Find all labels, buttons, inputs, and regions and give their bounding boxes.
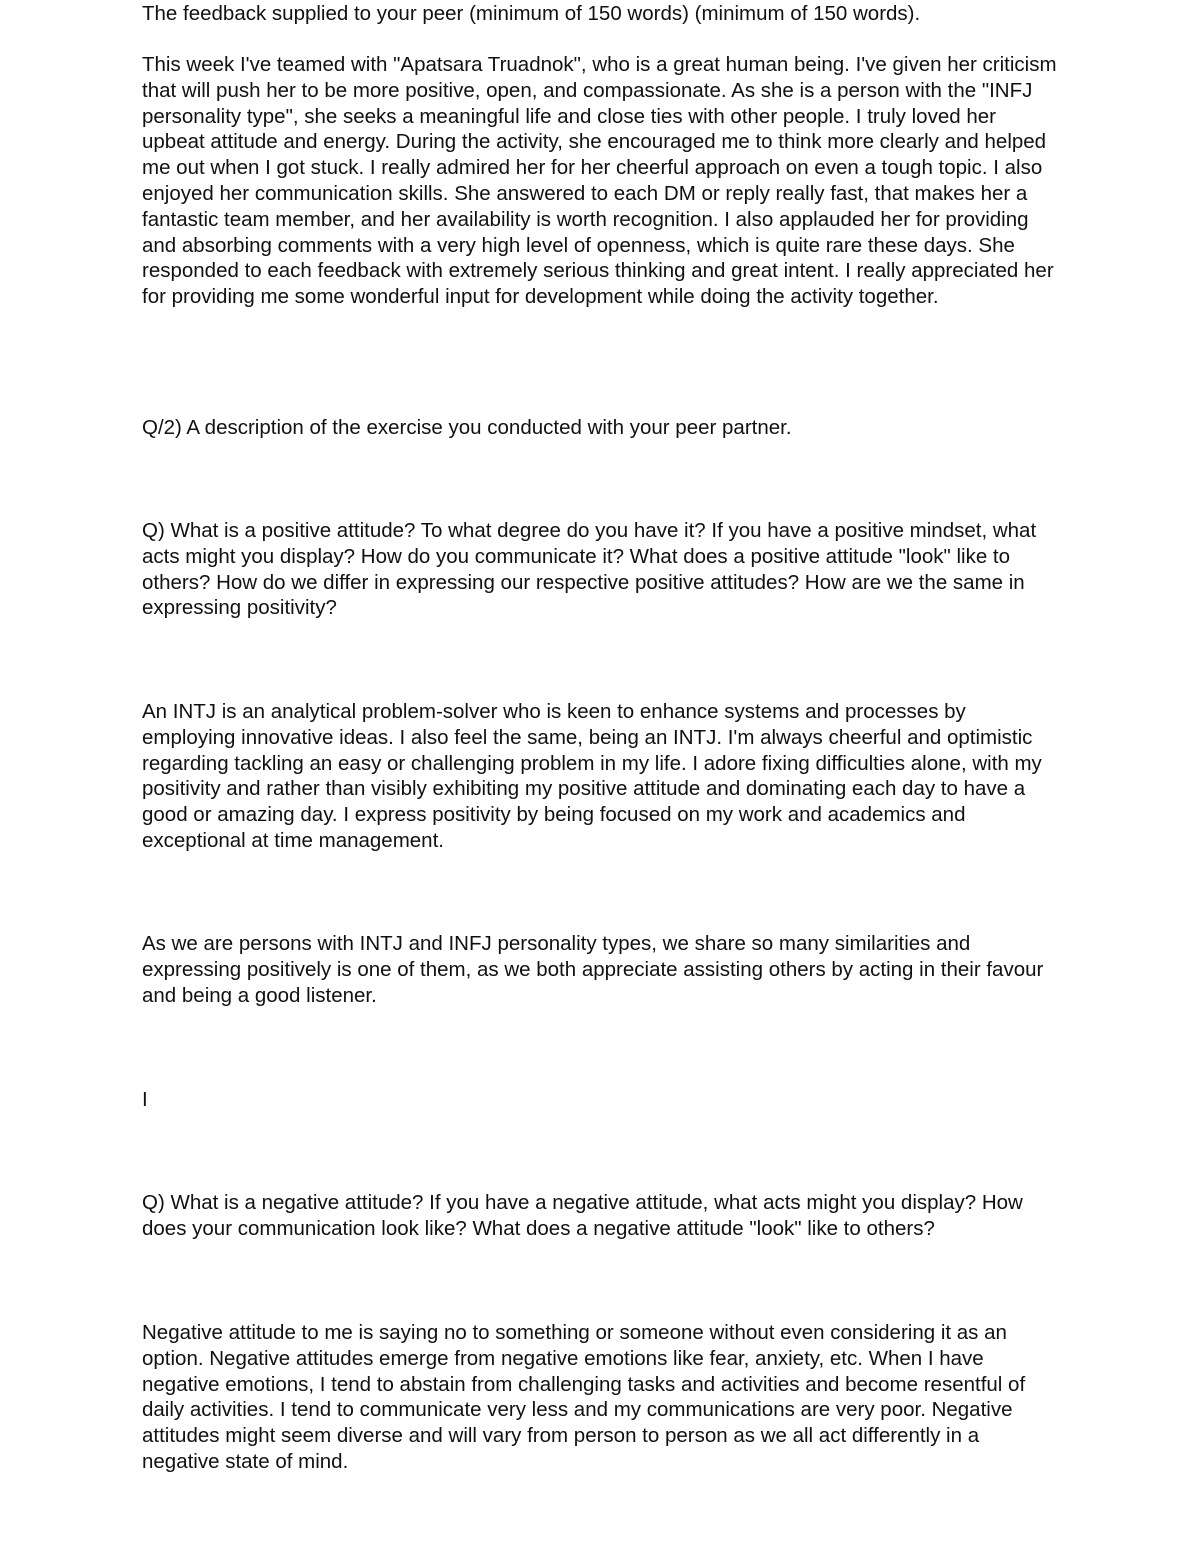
feedback-answer-paragraph: This week I've teamed with "Apatsara Truadnok", who is a great human being. I've given her criticism that will push her to be more positive, open, and compassionate. As she is a person with the "INFJ personality type", she seeks a meaningful life and close ties with other people. I truly loved her upbeat attitude and energy. During the activity, she encouraged me to think more clearly and helped me out when I got stuck. I really admired her for her cheerful approach on even a tough topic. I also enjoyed her communication skills. She answered to each DM or reply really fast, that makes her a fantastic team member, and her availability is worth recognition. I also applauded her for providing and absorbing comments with a very high level of openness, which is quite rare these days. She responded to each feedback with extremely serious thinking and great intent. I really appreciated her for providing me some wonderful input for development while doing the activity together. [142, 53, 1057, 309]
stray-character: I [142, 1088, 148, 1111]
negative-attitude-answer-paragraph: Negative attitude to me is saying no to something or someone without even considering it as an option. Negative attitudes emerge from negative emotions like fear, anxiety, etc. When I have negative emotions, I tend to abstain from challenging tasks and activities and become resentful of daily activities. I tend to communicate very less and my communications are very poor. Negative attitudes might seem diverse and will vary from person to person as we all act differently in a negative state of mind. [142, 1321, 1026, 1473]
similarities-paragraph: As we are persons with INTJ and INFJ personality types, we share so many similarities and expressing positively is one of them, as we both appreciate assisting others by acting in their favour and being a good listener. [142, 932, 1044, 1007]
question-exercise-description: Q/2) A description of the exercise you conducted with your peer partner. [142, 416, 792, 439]
question-positive-attitude: Q) What is a positive attitude? To what degree do you have it? If you have a positive mindset, what acts might you display? How do you communicate it? What does a positive attitude "look" like to others? How do we differ in expressing our respective positive attitudes? How are we the same in expressing positivity? [142, 519, 1037, 620]
question-feedback-heading: The feedback supplied to your peer (minimum of 150 words) (minimum of 150 words). [142, 2, 921, 25]
question-negative-attitude: Q) What is a negative attitude? If you have a negative attitude, what acts might you display? How does your communication look like? What does a negative attitude "look" like to others? [142, 1191, 1023, 1240]
positive-attitude-answer-paragraph: An INTJ is an analytical problem-solver who is keen to enhance systems and processes by employing innovative ideas. I also feel the same, being an INTJ. I'm always cheerful and optimistic regarding tackling an easy or challenging problem in my life. I adore fixing difficulties alone, with my positivity and rather than visibly exhibiting my positive attitude and dominating each day to have a good or amazing day. I express positivity by being focused on my work and academics and exceptional at time management. [142, 700, 1042, 852]
